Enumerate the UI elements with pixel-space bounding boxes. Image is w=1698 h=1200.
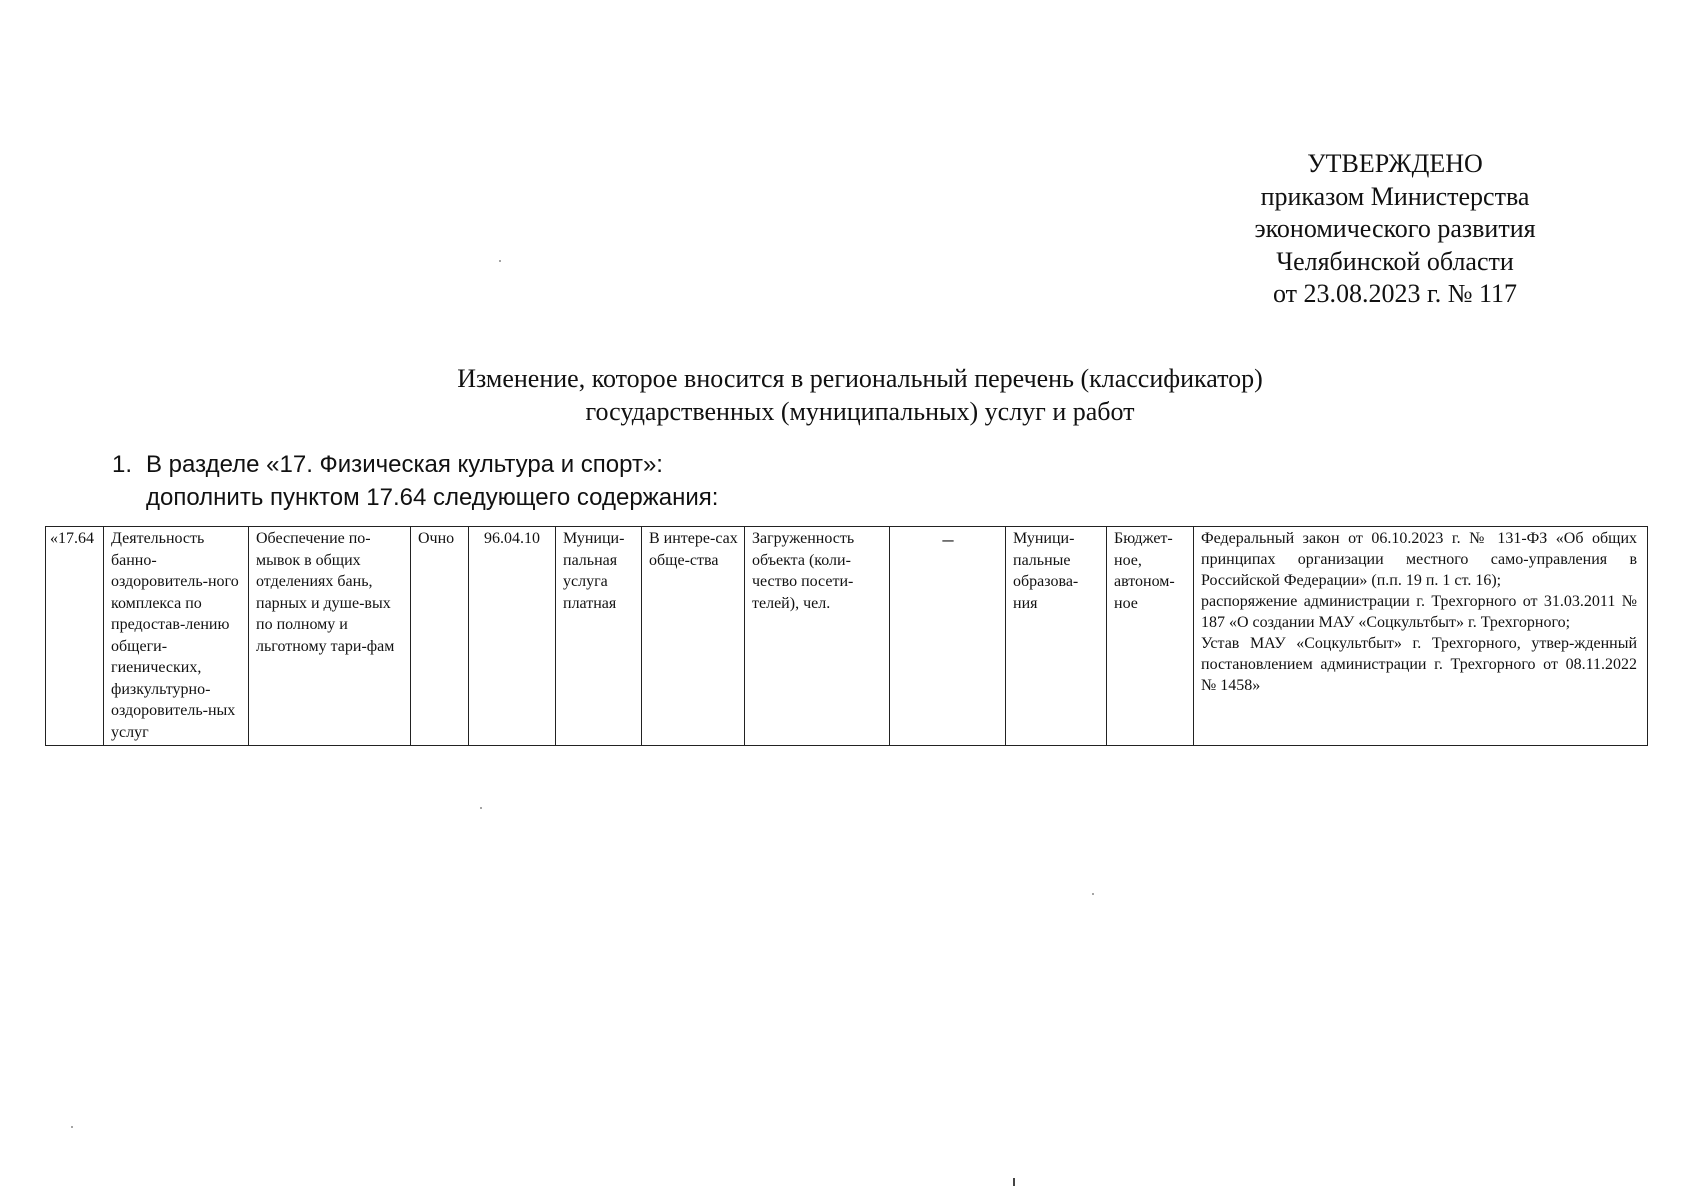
- cell-legal-basis: [1194, 527, 1648, 746]
- cell-service-type: Муници-пальная услуга платная: [556, 527, 642, 746]
- cell-consumers: В интере-сах обще-ства: [642, 527, 745, 746]
- cell-okved-code: 96.04.10: [469, 527, 556, 746]
- scan-speck: [499, 260, 501, 262]
- document-title-line-2: государственных (муниципальных) услуг и работ: [585, 397, 1135, 426]
- approval-line: Челябинской области: [1276, 246, 1514, 276]
- approval-block: [1160, 148, 1630, 311]
- approval-line: экономического развития: [1254, 214, 1536, 243]
- section-subheading: дополнить пунктом 17.64 следующего содержания:: [146, 484, 719, 511]
- scan-speck: [1092, 893, 1094, 895]
- scan-mark: [1013, 1178, 1015, 1186]
- cell-item-number: «17.64: [46, 527, 104, 746]
- approval-heading: УТВЕРЖДЕНО: [1307, 149, 1483, 178]
- document-title: [380, 362, 1340, 428]
- cell-dash: –: [890, 527, 1006, 746]
- scan-speck: [480, 807, 482, 809]
- classifier-table: [45, 526, 1648, 746]
- scan-speck: [71, 1126, 73, 1128]
- section-number: 1.: [112, 451, 133, 478]
- cell-form: Очно: [411, 527, 469, 746]
- legal-basis-item: распоряжение администрации г. Трехгорного от 31.03.2011 № 187 «О создании МАУ «Соцкультбыт» г. Трехгорного;: [1201, 593, 1637, 631]
- cell-service-content: Обеспечение по-мывок в общих отделениях бань, парных и душе-вых по полному и льготному тари-фам: [249, 527, 411, 746]
- table-row: [46, 527, 1648, 746]
- legal-basis-item: Устав МАУ «Соцкультбыт» г. Трехгорного, утвер-жденный постановлением администрации г. Трехгорного от 08.11.2022 № 1458»: [1201, 635, 1637, 694]
- section-heading: В разделе «17. Физическая культура и спорт»:: [146, 451, 663, 478]
- cell-indicator: Загруженность объекта (коли-чество посети-телей), чел.: [745, 527, 890, 746]
- document-title-line-1: Изменение, которое вносится в региональный перечень (классификатор): [457, 364, 1263, 393]
- approval-date-number: от 23.08.2023 г. № 117: [1272, 279, 1518, 308]
- legal-basis-item: Федеральный закон от 06.10.2023 г. № 131-ФЗ «Об общих принципах организации местного само-управления в Российской Федерации» (п.п. 19 п. 1 ст. 16);: [1201, 530, 1637, 589]
- approval-line: приказом Министерства: [1260, 181, 1530, 211]
- cell-authority: Муници-пальные образова-ния: [1006, 527, 1107, 746]
- section-instruction: [112, 448, 718, 514]
- cell-activity: Деятельность банно-оздоровитель-ного комплекса по предостав-лению общеги-гиенических, физкультурно-оздоровитель-ных услуг: [104, 527, 249, 746]
- cell-institution-type: Бюджет-ное, автоном-ное: [1107, 527, 1194, 746]
